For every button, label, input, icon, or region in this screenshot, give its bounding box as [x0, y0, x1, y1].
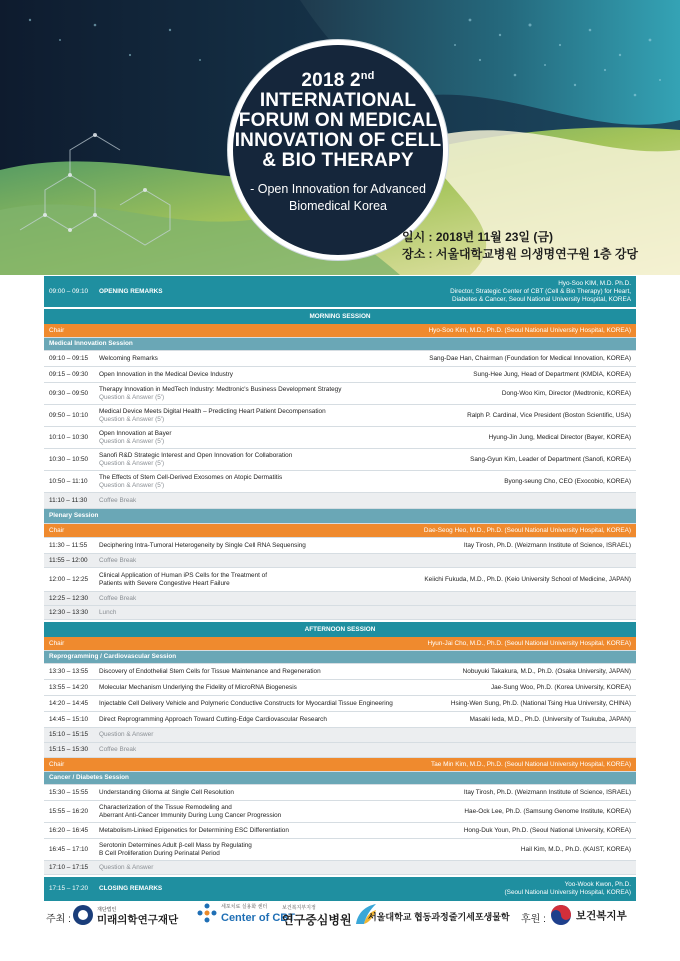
foundation-logo-icon	[72, 904, 94, 926]
title-circle	[228, 40, 448, 260]
sponsor-logo-mohw: 보건복지부	[550, 904, 627, 926]
schedule-row: 10:30 – 10:50 Sanofi R&D Strategic Interest and Open Innovation for Collaboration Question & Answer (5') Sang-Gyun Kim, Leader of Department (Sanofi, KOREA)	[44, 449, 636, 471]
schedule-row: 16:45 – 17:10 Serotonin Determines Adult β-cell Mass by Regulating B Cell Proliferation During Perinatal Period Hail Kim, M.D., Ph.D. (KAIST, KOREA)	[44, 839, 636, 861]
schedule-row: 13:30 – 13:55 Discovery of Endothelial Stem Cells for Tissue Maintenance and Regeneration Nobuyuki Takakura, M.D., Ph.D. (Osaka University, JAPAN)	[44, 664, 636, 680]
schedule-row: 09:15 – 09:30 Open Innovation in the Medical Device Industry Sung-Hee Jung, Head of Department (KMDIA, KOREA)	[44, 367, 636, 383]
schedule-row: 14:45 – 15:10 Direct Reprogramming Approach Toward Cutting-Edge Cardiovascular Research Masaki Ieda, M.D., Ph.D. (University of Tsukuba, JAPAN)	[44, 712, 636, 728]
schedule-row: 09:50 – 10:10 Medical Device Meets Digital Health – Predicting Heart Patient Decompensation Question & Answer (5') Ralph P. Cardinal, Vice President (Boston Scientific, USA)	[44, 405, 636, 427]
break-row: 15:10 – 15:15 Question & Answer	[44, 728, 636, 743]
forum-title-line-4: & BIO THERAPY	[262, 150, 414, 171]
schedule-row: 10:10 – 10:30 Open Innovation at Bayer Question & Answer (5') Hyung-Jin Jung, Medical Director (Bayer, KOREA)	[44, 427, 636, 449]
sponsor-label: 후원 :	[521, 914, 546, 925]
afternoon-session-banner: AFTERNOON SESSION	[44, 622, 636, 637]
chair-row: Chair Dae-Seog Heo, M.D., Ph.D. (Seoul National University Hospital, KOREA)	[44, 524, 636, 538]
taegeuk-icon	[550, 904, 572, 926]
schedule-row: 16:20 – 16:45 Metabolism-Linked Epigenetics for Determining ESC Differentiation Hong-Duk Youn, Ph.D. (Seoul National University, KOREA)	[44, 823, 636, 839]
event-date: 일시 : 2018년 11월 23일 (금)	[402, 230, 553, 244]
opening-remarks-row: 09:00 – 09:10 OPENING REMARKS Hyo-Soo KIM, M.D. Ph.D. Director, Strategic Center of CBT (Cell & Bio Therapy) for Heart, Diabetes & Cancer, Seoul National University Hospital, KOREA	[44, 276, 636, 307]
session-heading: Plenary Session	[44, 509, 636, 524]
hero-banner	[0, 0, 680, 275]
host-logo-cbt: 세포치료 실용화 센터 Center of CBT	[196, 902, 295, 924]
break-row: 12:25 – 12:30 Coffee Break	[44, 592, 636, 606]
closing-speaker: Yoo-Wook Kwon, Ph.D. (Seoul National University Hospital, KOREA)	[504, 881, 631, 896]
break-row: 15:15 – 15:30 Coffee Break	[44, 743, 636, 758]
host-snu-program: 서울대학교 협동과정줄기세포생물학	[368, 912, 510, 922]
closing-remarks-row: 17:15 – 17:20 CLOSING REMARKS Yoo-Wook Kwon, Ph.D. (Seoul National University Hospital, KOREA)	[44, 877, 636, 901]
forum-title-line-2: FORUM ON MEDICAL	[238, 110, 438, 131]
schedule-row: 12:00 – 12:25 Clinical Application of Human iPS Cells for the Treatment of Patients with Severe Congestive Heart Failure Keiichi Fukuda, M.D., Ph.D. (Keio University School of Medicine, JAPAN)	[44, 568, 636, 592]
break-row: 11:10 – 11:30 Coffee Break	[44, 493, 636, 509]
chair-row: Chair Hyo-Soo Kim, M.D., Ph.D. (Seoul National University Hospital, KOREA)	[44, 324, 636, 338]
session-heading: Cancer / Diabetes Session	[44, 772, 636, 785]
schedule-row: 13:55 – 14:20 Molecular Mechanism Underlying the Fidelity of MicroRNA Biogenesis Jae-Sung Woo, Ph.D. (Korea University, KOREA)	[44, 680, 636, 696]
host-logo-foundation: 재단법인 미래의학연구재단	[72, 904, 178, 926]
schedule-row: 15:55 – 16:20 Characterization of the Tissue Remodeling and Aberrant Anti-Cancer Immunity During Lung Cancer Progression Hae-Ock Lee, Ph.D. (Samsung Genome Institute, KOREA)	[44, 801, 636, 823]
date-venue	[402, 229, 638, 263]
break-row: 12:30 – 13:30 Lunch	[44, 606, 636, 620]
schedule-row: 11:30 – 11:55 Deciphering Intra-Tumoral Heterogeneity by Single Cell RNA Sequensing Itay Tirosh, Ph.D. (Weizmann Institute of Science, ISRAEL)	[44, 538, 636, 554]
chair-row: Chair Hyun-Jai Cho, M.D., Ph.D. (Seoul National University Hospital, KOREA)	[44, 637, 636, 651]
morning-session-banner: MORNING SESSION	[44, 309, 636, 324]
footer-logos	[0, 896, 680, 946]
cbt-logo-icon	[196, 902, 218, 924]
schedule-row: 14:20 – 14:45 Injectable Cell Delivery Vehicle and Polymeric Conductive Constructs for Myocardial Tissue Engineering Hsing-Wen Sung, Ph.D. (National Tsing Hua University, CHINA)	[44, 696, 636, 712]
session-heading: Medical Innovation Session	[44, 338, 636, 351]
schedule-table	[44, 276, 636, 901]
schedule-row: 09:30 – 09:50 Therapy Innovation in MedTech Industry: Medtronic's Business Development Strategy Question & Answer (5') Dong-Woo Kim, Director (Medtronic, KOREA)	[44, 383, 636, 405]
host-logo-research-hospital: 보건복지부지정 연구중심병원	[282, 902, 378, 926]
forum-title-line-1: INTERNATIONAL	[259, 90, 417, 111]
chair-row: Chair Tae Min Kim, M.D., Ph.D. (Seoul National University Hospital, KOREA)	[44, 758, 636, 772]
host-label: 주최 :	[46, 914, 71, 925]
break-row: 11:55 – 12:00 Coffee Break	[44, 554, 636, 568]
forum-year-line: 2018 2nd	[301, 70, 375, 91]
opening-speaker: Hyo-Soo KIM, M.D. Ph.D. Director, Strategic Center of CBT (Cell & Bio Therapy) for Heart, Diabetes & Cancer, Seoul National University Hospital, KOREA	[450, 279, 631, 303]
schedule-row: 09:10 – 09:15 Welcoming Remarks Sang-Dae Han, Chairman (Foundation for Medical Innovation, KOREA)	[44, 351, 636, 367]
schedule-row: 15:30 – 15:55 Understanding Glioma at Single Cell Resolution Itay Tirosh, Ph.D. (Weizmann Institute of Science, ISRAEL)	[44, 785, 636, 801]
schedule-row: 10:50 – 11:10 The Effects of Stem Cell-Derived Exosomes on Atopic Dermatitis Question & Answer (5') Byong-seung Cho, CEO (Exocobio, KOREA)	[44, 471, 636, 493]
session-heading: Reprogramming / Cardiovascular Session	[44, 651, 636, 664]
break-row: 17:10 – 17:15 Question & Answer	[44, 861, 636, 875]
forum-subtitle: - Open Innovation for Advanced Biomedical Korea	[250, 182, 426, 213]
forum-title-line-3: INNOVATION OF CELL	[234, 130, 442, 151]
event-venue: 장소 : 서울대학교병원 의생명연구원 1층 강당	[402, 247, 638, 261]
